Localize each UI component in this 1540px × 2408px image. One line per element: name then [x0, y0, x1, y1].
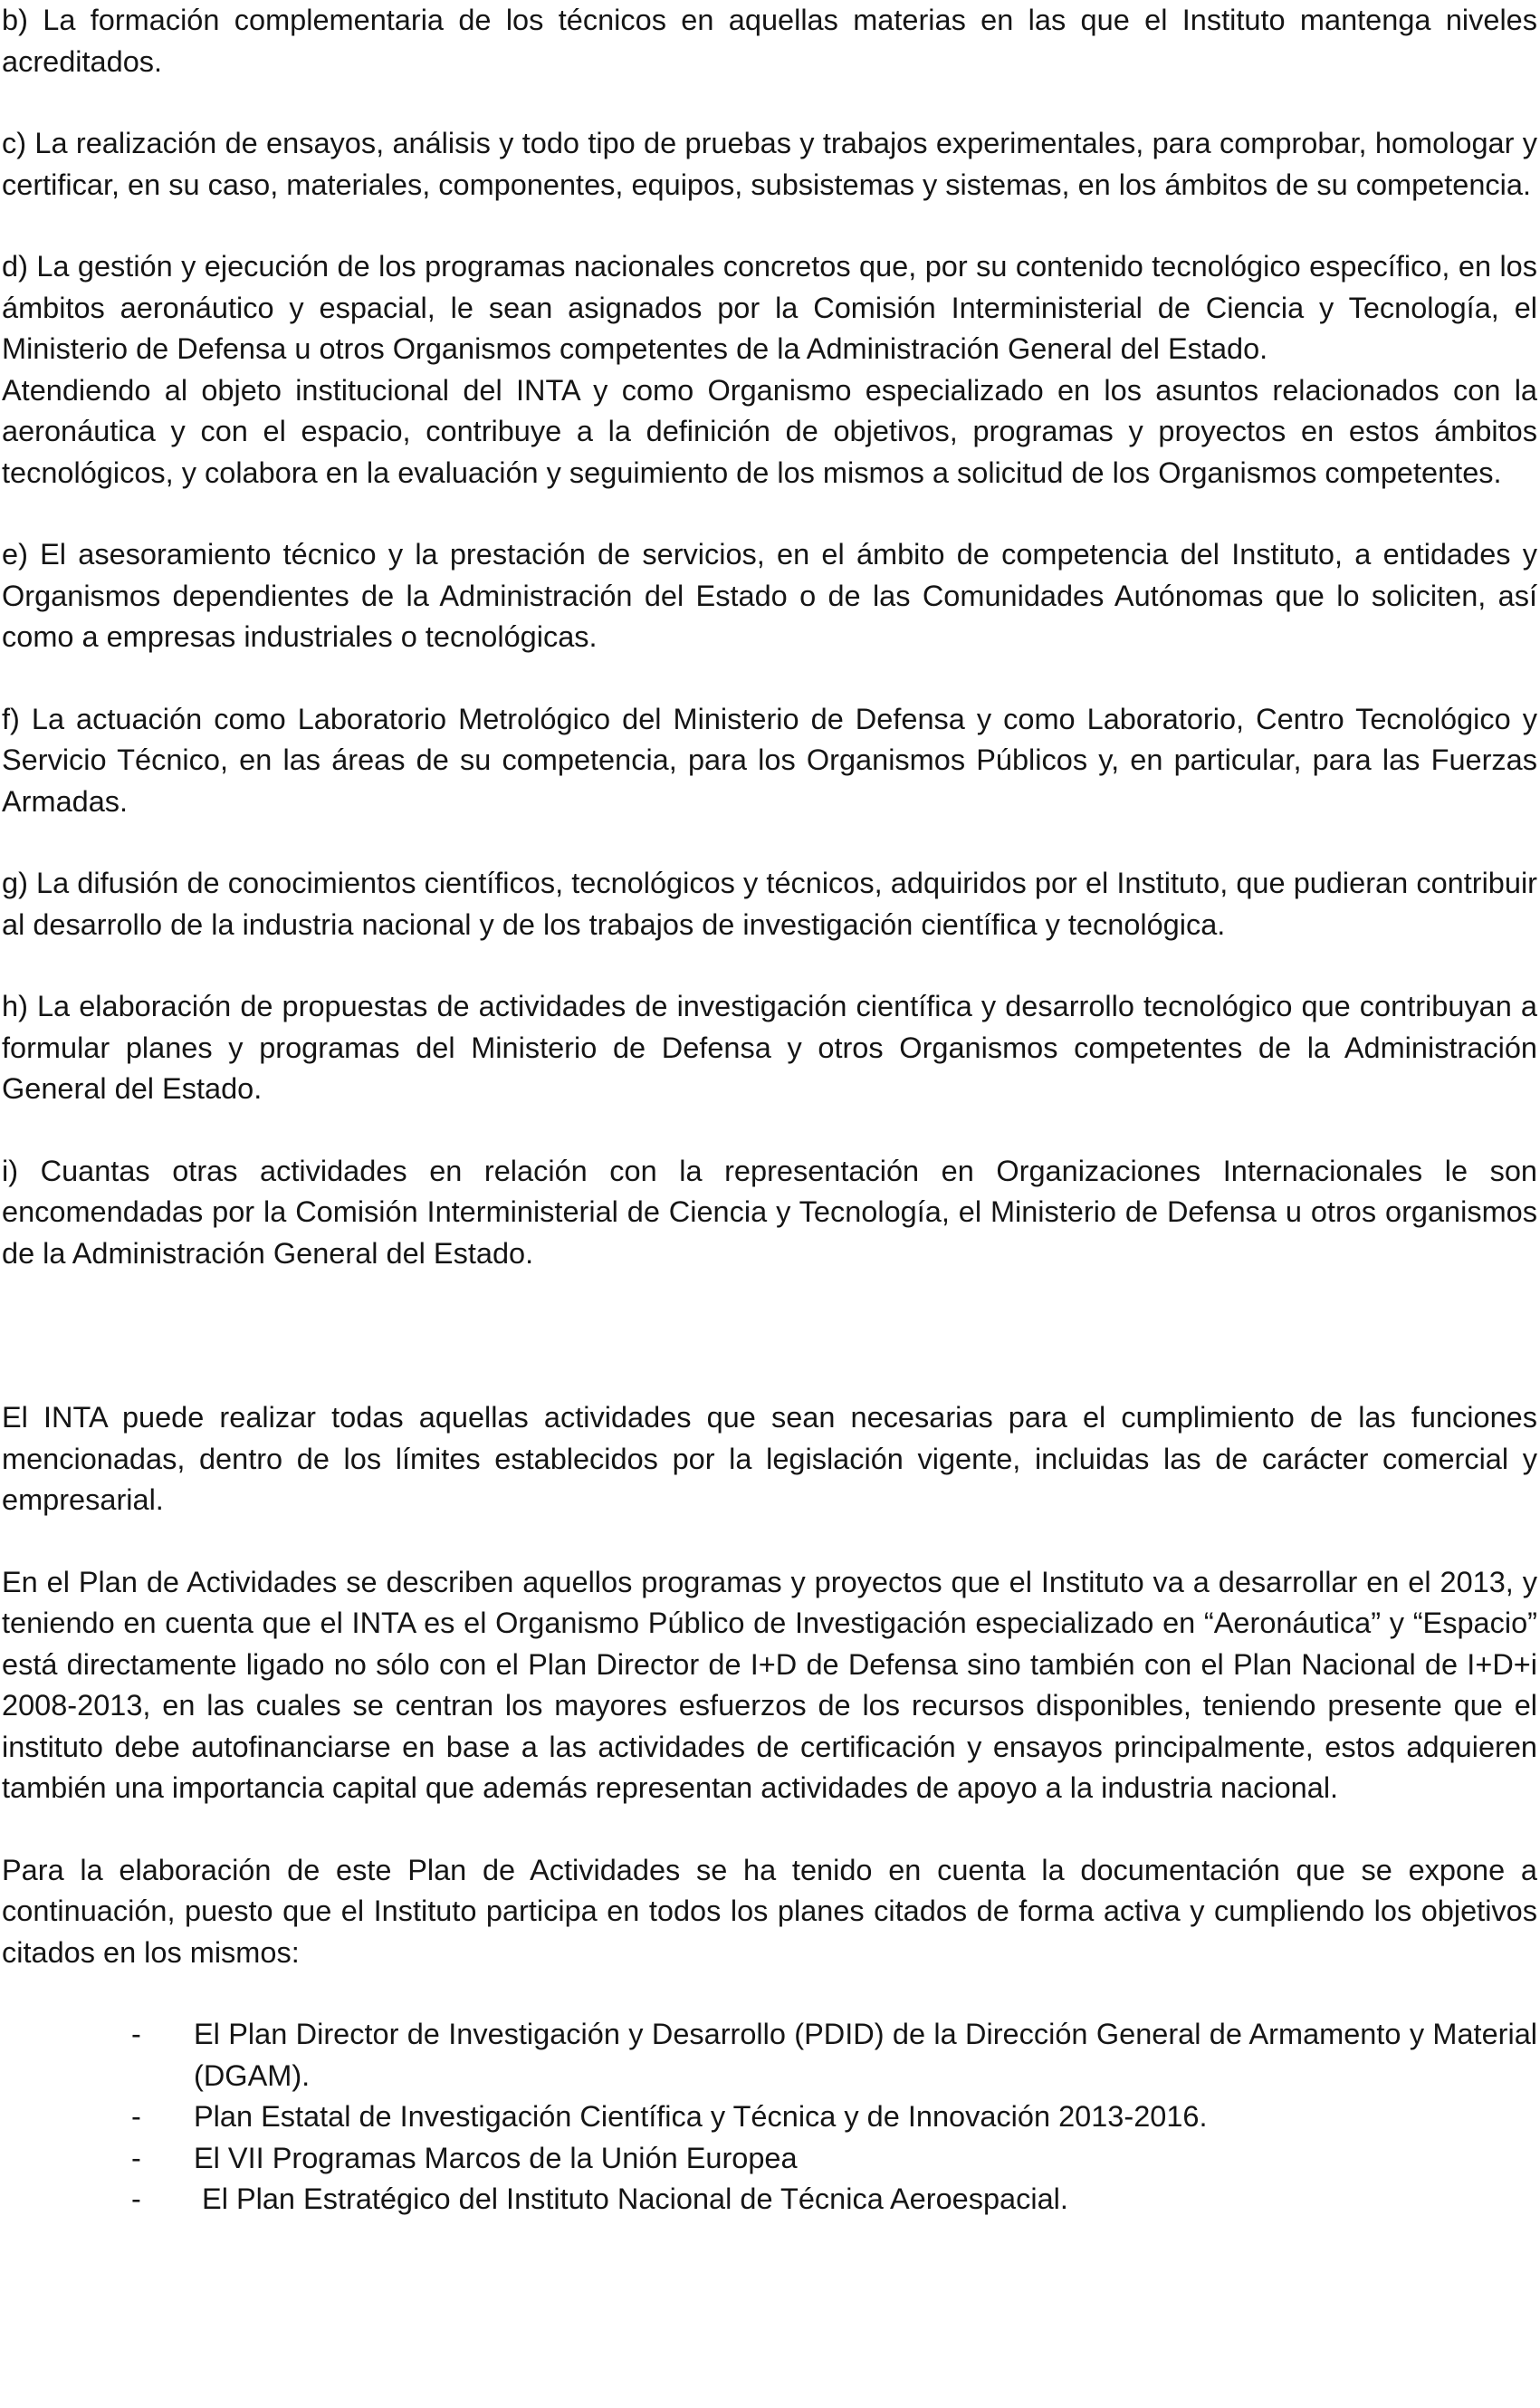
- list-item: [2, 2179, 1537, 2221]
- list-item: [2, 2096, 1537, 2138]
- list-item-text: El Plan Estratégico del Instituto Nacional de Técnica Aeroespacial.: [194, 2183, 1068, 2215]
- paragraph-i: i) Cuantas otras actividades en relación con la representación en Organizaciones Internacionales le son encomendadas por la Comisión Interministerial de Ciencia y Tecnología, el Ministerio de Defensa u otros organismos de la Administración General del Estado.: [2, 1154, 1537, 1270]
- list-bullet: -: [131, 2018, 141, 2050]
- list-item-text: El VII Programas Marcos de la Unión Europea: [194, 2141, 798, 2174]
- list-bullet: -: [131, 2141, 141, 2174]
- paragraph-d: d) La gestión y ejecución de los programas nacionales concretos que, por su contenido tecnológico específico, en los ámbitos aeronáutico y espacial, le sean asignados por la Comisión Interministerial de Ciencia y Tecnología, el Ministerio de Defensa u otros Organismos competentes de la Administración General del Estado.: [2, 250, 1537, 365]
- paragraph-plan-actividades: En el Plan de Actividades se describen aquellos programas y proyectos que el Instituto va a desarrollar en el 2013, y teniendo en cuenta que el INTA es el Organismo Público de Investigación especializado en “Aeronáutica” y “Espacio” está directamente ligado no sólo con el Plan Director de I+D de Defensa sino también con el Plan Nacional de I+D+i 2008-2013, en las cuales se centran los mayores esfuerzos de los recursos disponibles, teniendo presente que el instituto debe autofinanciarse en base a las actividades de certificación y ensayos principalmente, estos adquieren también una importancia capital que además representan actividades de apoyo a la industria nacional.: [2, 1565, 1537, 1804]
- list-item: [2, 2138, 1537, 2180]
- list-item-text: El Plan Director de Investigación y Desarrollo (PDID) de la Dirección General de Armamento y Material (DGAM).: [194, 2018, 1537, 2092]
- paragraph-h: h) La elaboración de propuestas de actividades de investigación científica y desarrollo tecnológico que contribuyan a formular planes y programas del Ministerio de Defensa y otros Organismos competentes de la Administración General del Estado.: [2, 990, 1537, 1105]
- paragraph-c: c) La realización de ensayos, análisis y todo tipo de pruebas y trabajos experimentales, para comprobar, homologar y certificar, en su caso, materiales, componentes, equipos, subsistemas y sistemas, en los ámbitos de su competencia.: [2, 127, 1537, 201]
- paragraph-documentation-intro: Para la elaboración de este Plan de Actividades se ha tenido en cuenta la documentación que se expone a continuación, puesto que el Instituto participa en todos los planes citados de forma activa y cumpliendo los objetivos citados en los mismos:: [2, 1853, 1537, 1969]
- paragraph-inta-objective: Atendiendo al objeto institucional del INTA y como Organismo especializado en los asuntos relacionados con la aeronáutica y con el espacio, contribuye a la definición de objetivos, programas y proyectos en estos ámbitos tecnológicos, y colabora en la evaluación y seguimiento de los mismos a solicitud de los Organismos competentes.: [2, 373, 1537, 489]
- paragraph-f: f) La actuación como Laboratorio Metrológico del Ministerio de Defensa y como Laboratorio, Centro Tecnológico y Servicio Técnico, en las áreas de su competencia, para los Organismos Públicos y, en particular, para las Fuerzas Armadas.: [2, 702, 1537, 818]
- paragraph-b: b) La formación complementaria de los técnicos en aquellas materias en las que el Instituto mantenga niveles acreditados.: [2, 4, 1537, 78]
- list-item-text: Plan Estatal de Investigación Científica y Técnica y de Innovación 2013-2016.: [194, 2100, 1208, 2133]
- list-item: [2, 2014, 1537, 2096]
- list-bullet: -: [131, 2183, 141, 2215]
- paragraph-g: g) La difusión de conocimientos científicos, tecnológicos y técnicos, adquiridos por el Instituto, que pudieran contribuir al desarrollo de la industria nacional y de los trabajos de investigación científica y tecnológica.: [2, 867, 1537, 941]
- plans-list: [2, 2014, 1537, 2221]
- document-page: [2, 0, 1537, 2221]
- paragraph-e: e) El asesoramiento técnico y la prestación de servicios, en el ámbito de competencia del Instituto, a entidades y Organismos dependientes de la Administración del Estado o de las Comunidades Autónomas que lo soliciten, así como a empresas industriales o tecnológicas.: [2, 538, 1537, 653]
- list-bullet: -: [131, 2100, 141, 2133]
- paragraph-inta-activities: El INTA puede realizar todas aquellas actividades que sean necesarias para el cumplimiento de las funciones mencionadas, dentro de los límites establecidos por la legislación vigente, incluidas las de carácter comercial y empresarial.: [2, 1401, 1537, 1516]
